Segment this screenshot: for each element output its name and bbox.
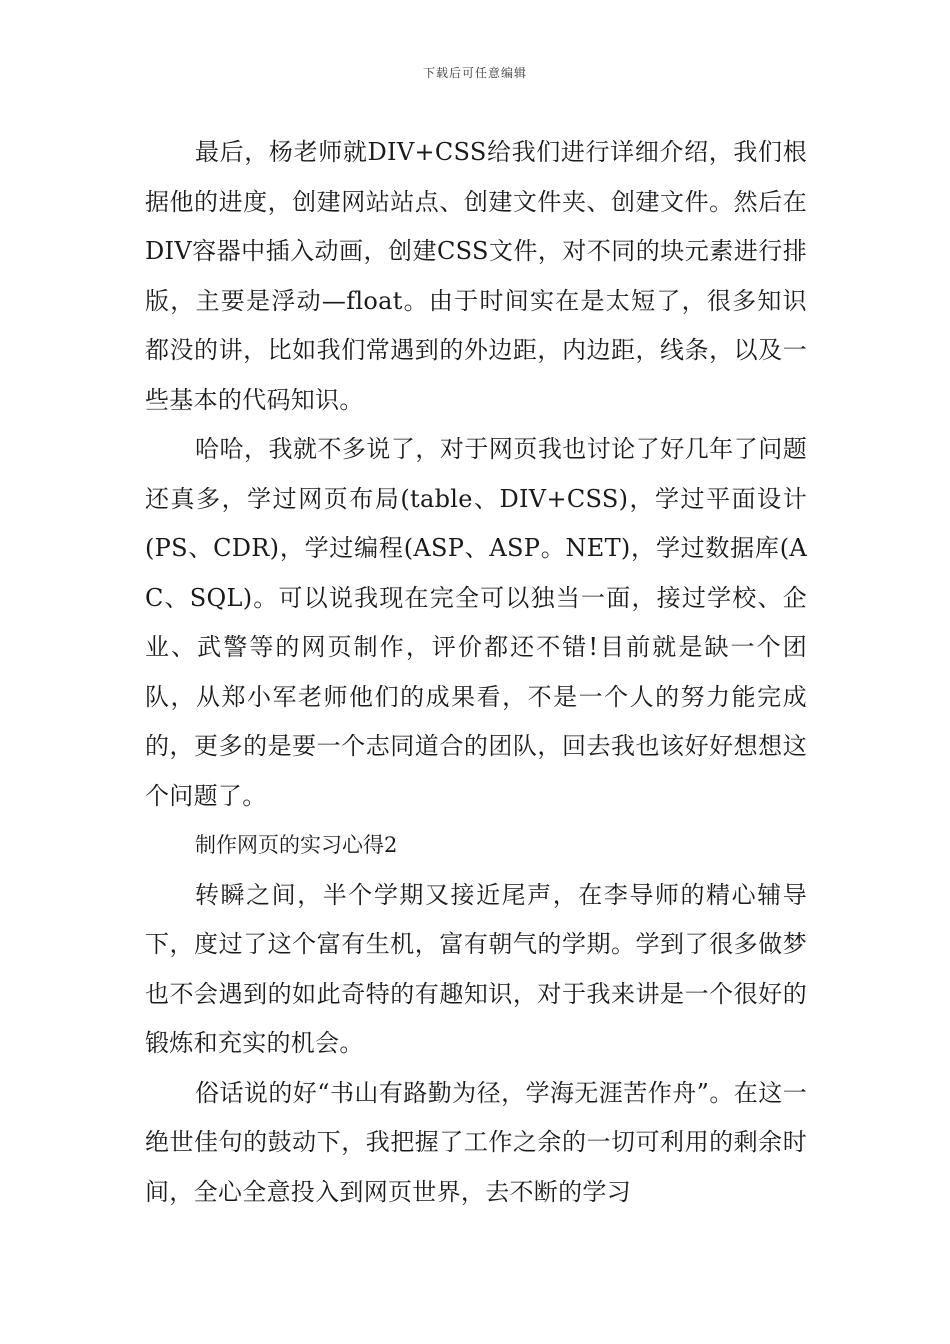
paragraph: 哈哈，我就不多说了，对于网页我也讨论了好几年了问题还真多，学过网页布局(table、DIV+CSS)，学过平面设计(PS、CDR)，学过编程(ASP、ASP。NET)，学过数据库(AC、SQL)。可以说我现在完全可以独当一面，接过学校、企业、武警等的网页制作，评价都还不错!目前就是缺一个团队，从郑小军老师他们的成果看，不是一个人的努力能完成的，更多的是要一个志同道合的团队，回去我也该好好想想这个问题了。 xyxy=(145,435,807,810)
paragraph: 转瞬之间，半个学期又接近尾声，在李导师的精心辅导下，度过了这个富有生机，富有朝气的学期。学到了很多做梦也不会遇到的如此奇特的有趣知识，对于我来讲是一个很好的锻炼和充实的机会。 xyxy=(145,880,807,1057)
paragraph: 俗话说的好“书山有路勤为径，学海无涯苦作舟”。在这一绝世佳句的鼓动下，我把握了工作之余的一切可利用的剩余时间，全心全意投入到网页世界，去不断的学习 xyxy=(145,1078,807,1206)
document-body xyxy=(145,128,807,1217)
section-heading: 制作网页的实习心得2 xyxy=(195,833,398,857)
page-header: 下载后可任意编辑 xyxy=(422,66,527,80)
paragraph: 最后，杨老师就DIV+CSS给我们进行详细介绍，我们根据他的进度，创建网站站点、创建文件夹、创建文件。然后在DIV容器中插入动画，创建CSS文件，对不同的块元素进行排版，主要是浮动—float。由于时间实在是太短了，很多知识都没的讲，比如我们常遇到的外边距，内边距，线条，以及一些基本的代码知识。 xyxy=(145,138,807,414)
